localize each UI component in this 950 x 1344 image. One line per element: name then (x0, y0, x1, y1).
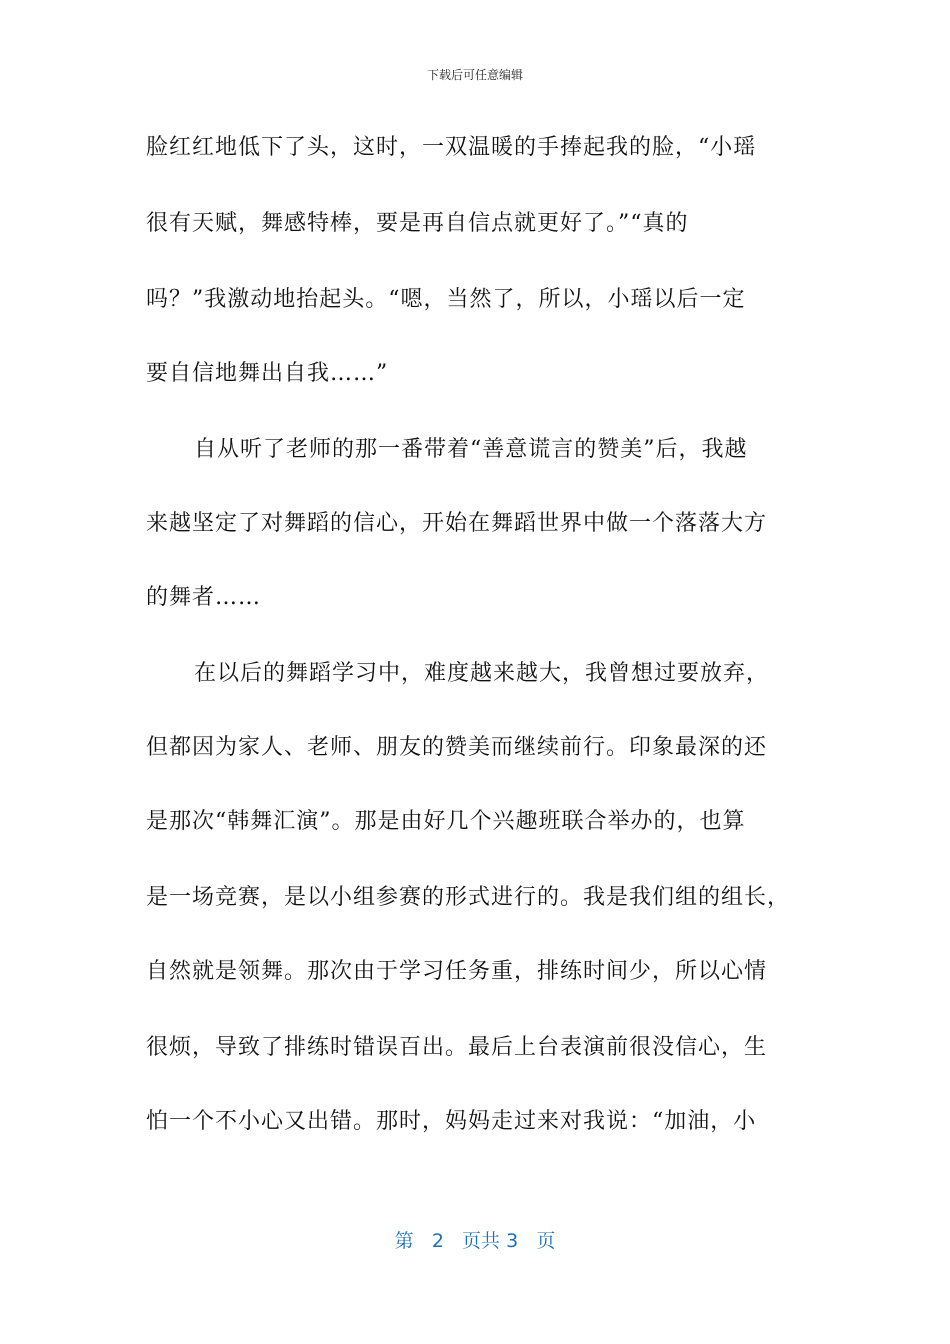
text-line: 自从听了老师的那一番带着“善意谎言的赞美”后，我越 (194, 437, 748, 462)
text-line: 很有天赋，舞感特棒，要是再自信点就更好了。”“真的 (146, 211, 689, 236)
text-line: 脸红红地低下了头，这时，一双温暖的手捧起我的脸，“小瑶 (146, 135, 757, 160)
text-line: 来越坚定了对舞蹈的信心，开始在舞蹈世界中做一个落落大方 (146, 511, 768, 536)
footer-label-of: 页共 (462, 1230, 501, 1252)
text-line: 要自信地舞出自我……” (146, 361, 389, 386)
text-line: 很烦，导致了排练时错误百出。最后上台表演前很没信心，生 (146, 1035, 768, 1060)
text-line: 是那次“韩舞汇演”。那是由好几个兴趣班联合举办的，也算 (146, 809, 746, 834)
text-line: 但都因为家人、老师、朋友的赞美而继续前行。印象最深的还 (146, 735, 768, 760)
text-line: 是一场竞赛，是以小组参赛的形式进行的。我是我们组的组长， (146, 885, 791, 910)
total-pages-number: 3 (506, 1230, 519, 1252)
page-number-footer (0, 1226, 950, 1253)
text-line: 自然就是领舞。那次由于学习任务重，排练时间少，所以心情 (146, 959, 768, 984)
page-header: 下载后可任意编辑 (426, 68, 523, 82)
current-page-number: 2 (431, 1230, 444, 1252)
text-line: 吗？”我激动地抬起头。“嗯，当然了，所以，小瑶以后一定 (146, 287, 746, 312)
footer-label-end: 页 (536, 1230, 556, 1252)
text-line: 的舞者…… (146, 585, 262, 610)
footer-label-page: 第 (394, 1230, 414, 1252)
text-line: 怕一个不小心又出错。那时，妈妈走过来对我说：“加油，小 (146, 1109, 757, 1134)
text-line: 在以后的舞蹈学习中，难度越来越大，我曾想过要放弃， (194, 661, 770, 686)
